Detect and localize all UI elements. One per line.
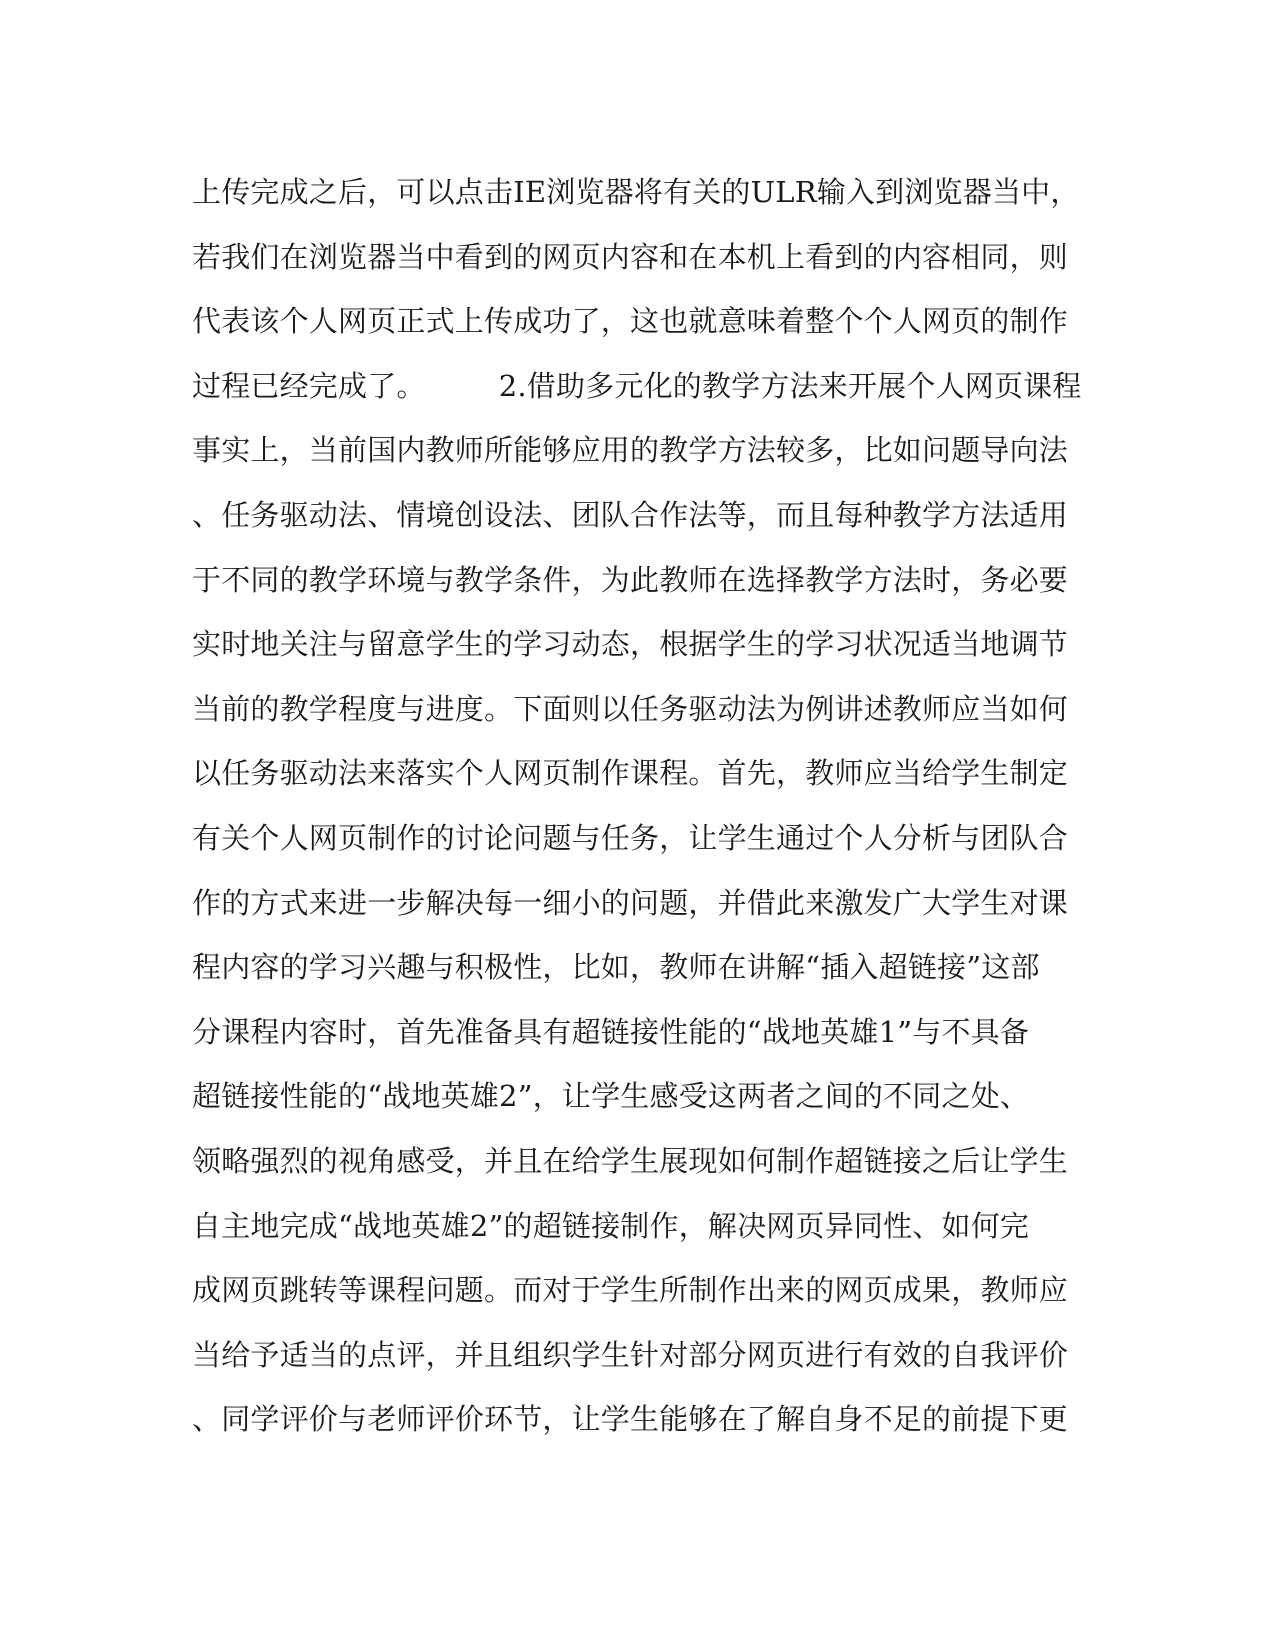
text-line-5: 事实上，当前国内教师所能够应用的教学方法较多，比如问题导向法 [192, 433, 1069, 468]
text-line-6: 、任务驱动法、情境创设法、团队合作法等，而且每种教学方法适用 [192, 497, 1069, 532]
text-line-19: 当给予适当的点评，并且组织学生针对部分网页进行有效的自我评价 [192, 1337, 1069, 1372]
text-line-10: 以任务驱动法来落实个人网页制作课程。首先，教师应当给学生制定 [192, 756, 1069, 791]
text-line-7: 于不同的教学环境与教学条件，为此教师在选择教学方法时，务必要 [192, 562, 1069, 597]
text-line-1: 上传完成之后，可以点击IE浏览器将有关的ULR输入到浏览器当中， [192, 175, 1080, 209]
text-line-12: 作的方式来进一步解决每一细小的问题，并借此来激发广大学生对课 [192, 885, 1069, 920]
text-line-11: 有关个人网页制作的讨论问题与任务，让学生通过个人分析与团队合 [192, 820, 1069, 855]
text-line-20: 、同学评价与老师评价环节，让学生能够在了解自身不足的前提下更 [192, 1402, 1069, 1437]
text-line-2: 若我们在浏览器当中看到的网页内容和在本机上看到的内容相同，则 [192, 239, 1069, 274]
text-line-3: 代表该个人网页正式上传成功了，这也就意味着整个个人网页的制作 [192, 304, 1069, 339]
text-line-9: 当前的教学程度与进度。下面则以任务驱动法为例讲述教师应当如何 [192, 691, 1069, 726]
text-line-15: 超链接性能的“战地英雄2”，让学生感受这两者之间的不同之处、 [192, 1079, 1030, 1114]
text-line-17: 自主地完成“战地英雄2”的超链接制作，解决网页异同性、如何完 [192, 1208, 1030, 1243]
text-line-14: 分课程内容时，首先准备具有超链接性能的“战地英雄1”与不具备 [192, 1014, 1030, 1049]
text-line-8: 实时地关注与留意学生的学习动态，根据学生的学习状况适当地调节 [192, 627, 1069, 662]
text-line-16: 领略强烈的视角感受，并且在给学生展现如何制作超链接之后让学生 [192, 1143, 1069, 1178]
body-text [192, 160, 1092, 1452]
text-line-18: 成网页跳转等课程问题。而对于学生所制作出来的网页成果，教师应 [192, 1273, 1069, 1308]
text-line-13: 程内容的学习兴趣与积极性，比如，教师在讲解“插入超链接”这部 [192, 950, 1040, 985]
text-line-4: 过程已经完成了。 2.借助多元化的教学方法来开展个人网页课程 [192, 368, 1082, 403]
